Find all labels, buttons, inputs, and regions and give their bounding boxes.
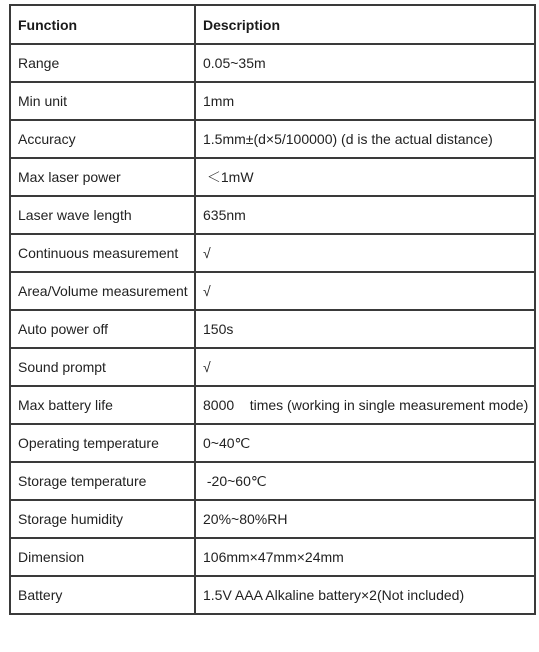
table-row — [10, 576, 535, 614]
table-row — [10, 196, 535, 234]
table-row — [10, 386, 535, 424]
table-row — [10, 120, 535, 158]
description-cell: √ — [195, 272, 535, 310]
table-row — [10, 82, 535, 120]
table-row — [10, 158, 535, 196]
description-cell: 0.05~35m — [195, 44, 535, 82]
table-header — [10, 5, 535, 44]
description-cell: 8000 times (working in single measurement mode) — [195, 386, 535, 424]
header-function: Function — [10, 5, 195, 44]
table-row — [10, 348, 535, 386]
specification-table — [9, 4, 536, 615]
table-body — [10, 44, 535, 614]
function-cell: Range — [10, 44, 195, 82]
description-cell: √ — [195, 348, 535, 386]
description-cell: ＜1mW — [195, 158, 535, 196]
table-row — [10, 234, 535, 272]
function-cell: Laser wave length — [10, 196, 195, 234]
description-cell: 106mm×47mm×24mm — [195, 538, 535, 576]
function-cell: Accuracy — [10, 120, 195, 158]
function-cell: Storage humidity — [10, 500, 195, 538]
table-row — [10, 424, 535, 462]
table-row — [10, 462, 535, 500]
table-row — [10, 44, 535, 82]
table-row — [10, 272, 535, 310]
description-cell: 20%~80%RH — [195, 500, 535, 538]
function-cell: Battery — [10, 576, 195, 614]
function-cell: Min unit — [10, 82, 195, 120]
description-cell: 1mm — [195, 82, 535, 120]
description-cell: 1.5V AAA Alkaline battery×2(Not included) — [195, 576, 535, 614]
header-row — [10, 5, 535, 44]
description-cell: √ — [195, 234, 535, 272]
description-cell: 0~40℃ — [195, 424, 535, 462]
function-cell: Dimension — [10, 538, 195, 576]
header-description: Description — [195, 5, 535, 44]
table-row — [10, 310, 535, 348]
function-cell: Sound prompt — [10, 348, 195, 386]
function-cell: Area/Volume measurement — [10, 272, 195, 310]
function-cell: Max battery life — [10, 386, 195, 424]
description-cell: 635nm — [195, 196, 535, 234]
function-cell: Continuous measurement — [10, 234, 195, 272]
table-row — [10, 538, 535, 576]
table-row — [10, 500, 535, 538]
description-cell: -20~60℃ — [195, 462, 535, 500]
function-cell: Max laser power — [10, 158, 195, 196]
function-cell: Auto power off — [10, 310, 195, 348]
description-cell: 1.5mm±(d×5/100000) (d is the actual distance) — [195, 120, 535, 158]
function-cell: Storage temperature — [10, 462, 195, 500]
description-cell: 150s — [195, 310, 535, 348]
function-cell: Operating temperature — [10, 424, 195, 462]
